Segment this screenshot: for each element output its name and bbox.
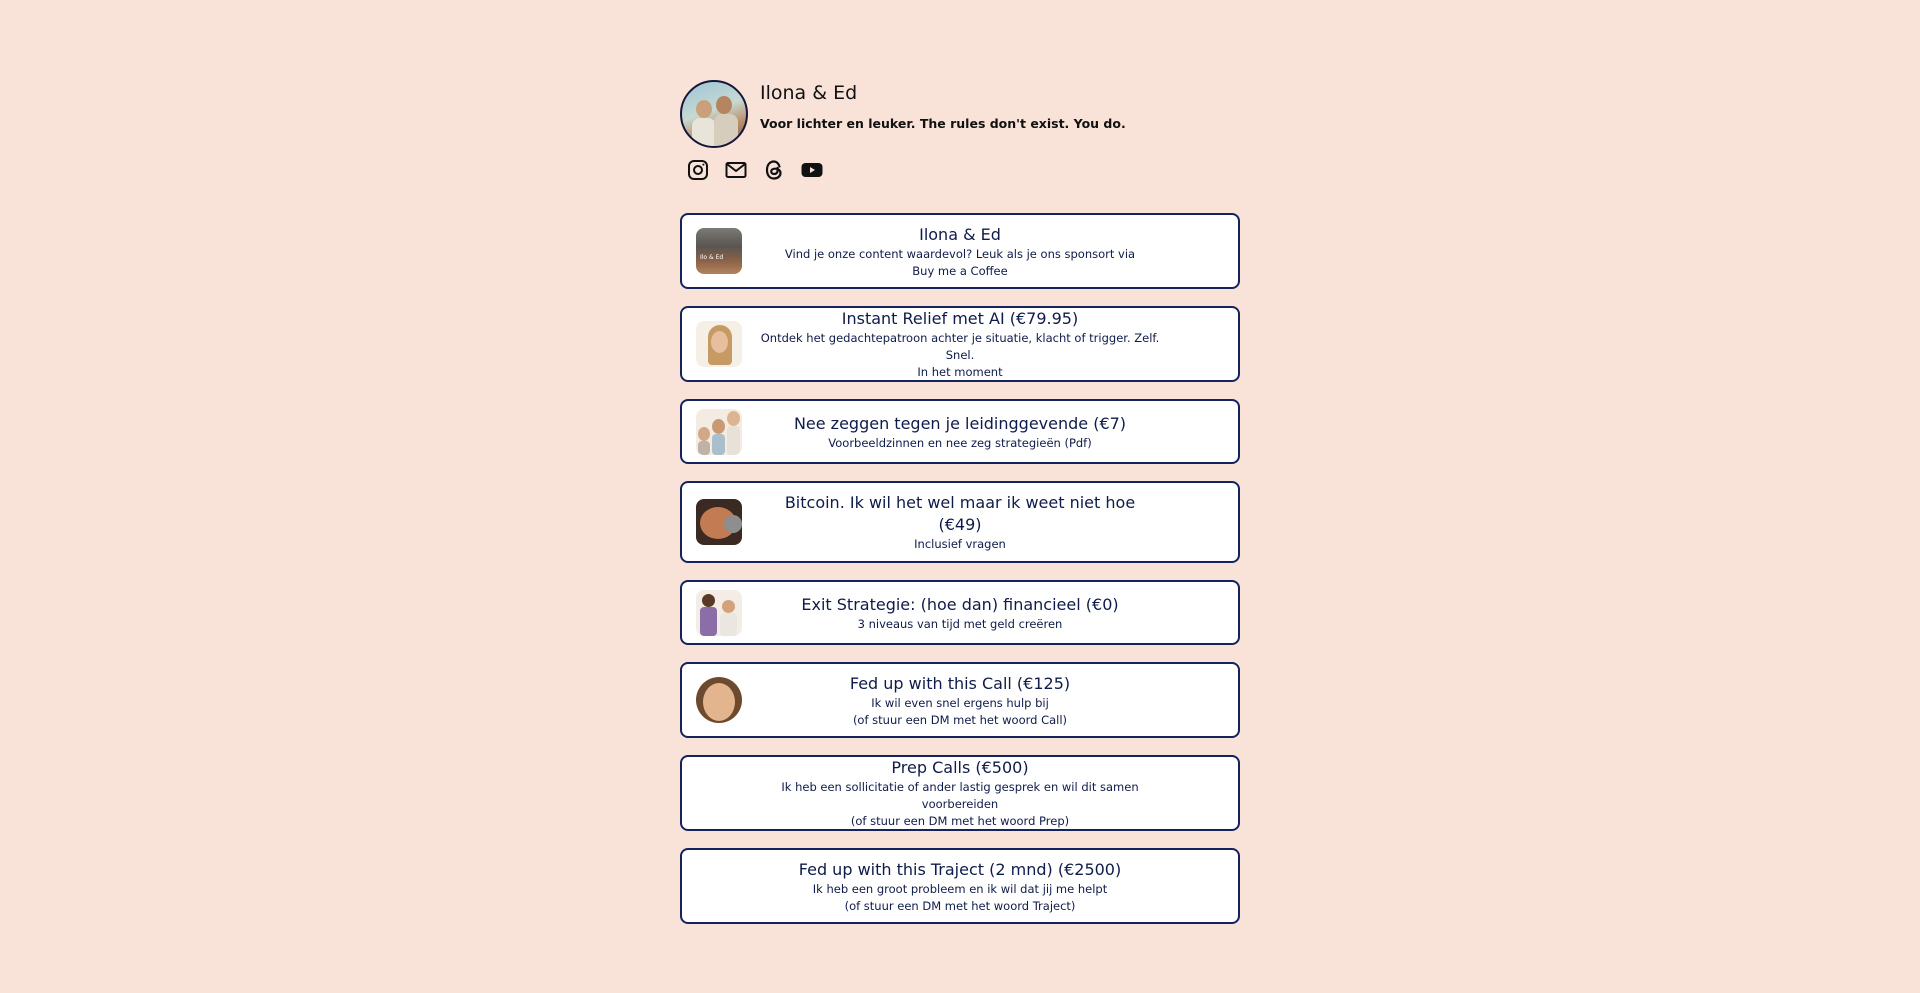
link-thumbnail: Ilo & Ed	[696, 228, 742, 274]
link-thumbnail	[696, 321, 742, 367]
link-button-prep-calls[interactable]	[680, 755, 1240, 831]
link-title: Ilona & Ed	[919, 224, 1001, 244]
link-button-instant-relief[interactable]	[680, 306, 1240, 382]
link-title: Exit Strategie: (hoe dan) financieel (€0)	[801, 594, 1119, 614]
link-button-bitcoin[interactable]	[680, 481, 1240, 563]
link-title: Instant Relief met AI (€79.95)	[841, 309, 1079, 328]
link-thumbnail	[696, 677, 742, 723]
link-thumbnail	[696, 590, 742, 636]
link-button-nee-zeggen[interactable]	[680, 399, 1240, 464]
threads-icon[interactable]	[762, 158, 786, 182]
link-button-traject[interactable]	[680, 848, 1240, 924]
link-title: Fed up with this Traject (2 mnd) (€2500)	[798, 859, 1122, 879]
link-title: Nee zeggen tegen je leidinggevende (€7)	[793, 413, 1127, 433]
link-description: Inclusief vragen	[914, 537, 1006, 551]
profile-bio: Voor lichter en leuker. The rules don't exist. You do.	[760, 116, 1126, 131]
profile-header	[680, 80, 1240, 148]
profile-name: Ilona & Ed	[760, 82, 858, 104]
instagram-icon[interactable]	[686, 158, 710, 182]
link-thumbnail	[696, 499, 742, 545]
link-title: Bitcoin. Ik wil het wel maar ik weet niet hoe (€49)	[784, 493, 1136, 534]
link-button-call[interactable]	[680, 662, 1240, 738]
link-description: Ontdek het gedachtepatroon achter je situatie, klacht of trigger. Zelf. Snel. In het moment	[760, 331, 1160, 379]
link-list	[680, 213, 1240, 924]
youtube-icon[interactable]	[800, 158, 824, 182]
link-button-exit-strategie[interactable]	[680, 580, 1240, 645]
link-description: Vind je onze content waardevol? Leuk als je ons sponsort via Buy me a Coffee	[784, 246, 1136, 278]
linktree-page	[680, 80, 1240, 941]
avatar	[680, 80, 748, 148]
link-description: Ik heb een sollicitatie of ander lastig gesprek en wil dit samen voorbereiden (of stuur een DM met het woord Prep)	[781, 780, 1139, 828]
social-icons	[680, 157, 1240, 183]
link-description: Voorbeeldzinnen en nee zeg strategieën (Pdf)	[828, 435, 1092, 450]
link-button-buy-me-a-coffee[interactable]	[680, 213, 1240, 289]
link-title: Fed up with this Call (€125)	[849, 673, 1071, 693]
email-icon[interactable]	[724, 158, 748, 182]
link-thumbnail	[696, 409, 742, 455]
link-description: Ik wil even snel ergens hulp bij (of stuur een DM met het woord Call)	[852, 695, 1068, 727]
link-description: Ik heb een groot probleem en ik wil dat jij me helpt (of stuur een DM met het woord Traject)	[812, 881, 1108, 913]
link-description: 3 niveaus van tijd met geld creëren	[857, 616, 1063, 631]
link-title: Prep Calls (€500)	[891, 758, 1029, 777]
